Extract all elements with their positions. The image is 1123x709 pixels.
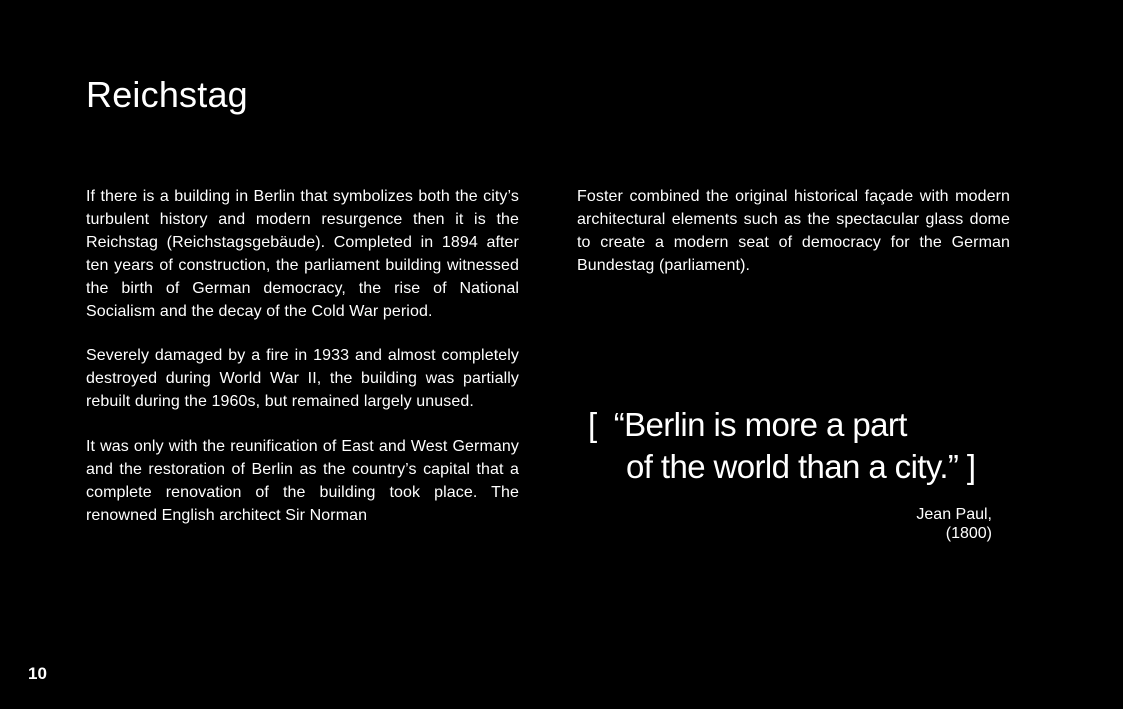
quote-text-line-2: of the world than a city.” — [626, 448, 959, 485]
quote-line-2 — [588, 446, 1008, 488]
quote-author: Jean Paul, — [916, 506, 992, 523]
paragraph-foster-design: Foster combined the original historical façade with modern architectural elements such as the spectacular glass dome to create a modern seat of democracy for the German Bundestag (parliament). — [577, 188, 1010, 274]
paragraph-renovation: It was only with the reunification of East and West Germany and the restoration of Berlin as the country’s capital that a complete renovation of the building took place. The renowned English architect Sir Norman — [86, 438, 519, 524]
quote-open-bracket: [ — [588, 406, 597, 443]
quote-year: (1800) — [945, 525, 992, 542]
quote-text-line-1: “Berlin is more a part — [613, 406, 907, 443]
page-number: 10 — [28, 664, 47, 683]
quote-attribution — [830, 505, 992, 543]
right-text-column — [577, 186, 1010, 300]
paragraph-history: If there is a building in Berlin that symbolizes both the city’s turbulent history and modern resurgence then it is the Reichstag (Reichstagsgebäude). Completed in 1894 after ten years of construction, the parliament building witnessed the birth of German democracy, the rise of National Socialism and the decay of the Cold War period. — [86, 188, 519, 320]
pull-quote — [588, 404, 1008, 488]
quote-line-1 — [588, 404, 1008, 446]
paragraph-war-damage: Severely damaged by a fire in 1933 and almost completely destroyed during World War II, the building was partially rebuilt during the 1960s, but remained largely unused. — [86, 347, 519, 411]
page-title: Reichstag — [86, 74, 248, 115]
left-text-column — [86, 186, 519, 550]
quote-close-bracket: ] — [966, 448, 976, 485]
